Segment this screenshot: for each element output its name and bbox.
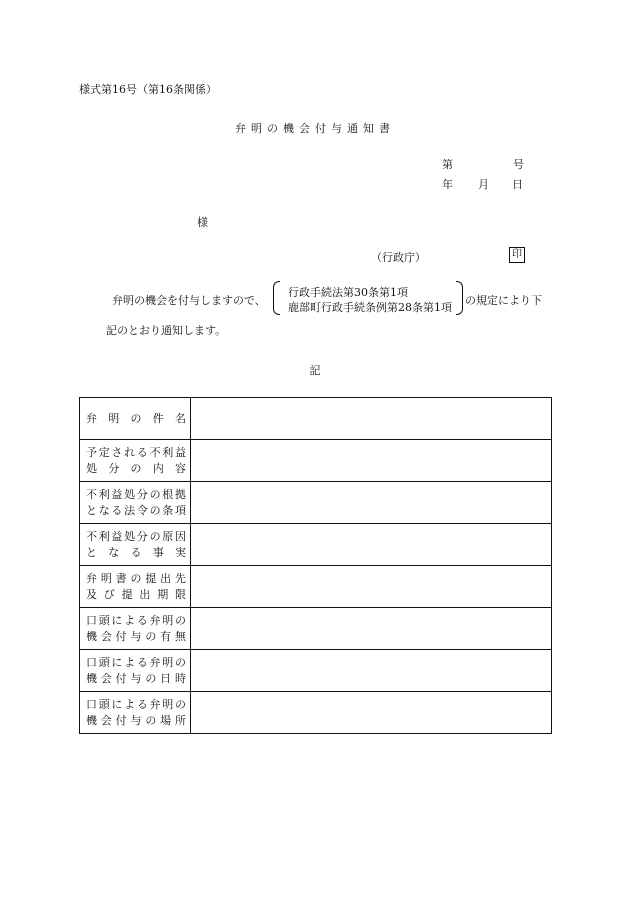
row-label-text: 弁明書の提出先: [86, 571, 186, 585]
ki-heading: 記: [309, 364, 321, 377]
law-reference-1: 行政手続法第30条第1項: [288, 286, 408, 299]
left-bracket: [273, 281, 280, 315]
row-label-cell: [80, 482, 191, 524]
table-row: [80, 440, 552, 482]
notice-items-table: [79, 397, 552, 734]
row-label-text: となる事実: [86, 545, 186, 559]
law-reference-brace: [273, 281, 463, 315]
row-label-text: 機会付与の場所: [86, 713, 186, 727]
table-row: [80, 524, 552, 566]
row-label-text: 処分の内容: [86, 461, 186, 475]
row-label-text: 口頭による弁明の: [86, 613, 186, 627]
row-value-cell[interactable]: [191, 692, 552, 734]
row-label-text: 不利益処分の原因: [86, 529, 186, 543]
row-value-cell[interactable]: [191, 524, 552, 566]
row-label-cell: [80, 608, 191, 650]
document-title: 弁明の機会付与通知書: [235, 122, 395, 135]
seal-box: 印: [509, 247, 525, 263]
row-label-text: 口頭による弁明の: [86, 655, 186, 669]
row-label-cell: [80, 566, 191, 608]
row-value-cell[interactable]: [191, 566, 552, 608]
body-text-suffix: の規定により下: [465, 294, 542, 307]
form-number: 様式第16号（第16条関係）: [79, 83, 217, 96]
row-label-text: となる法令の条項: [86, 503, 186, 517]
row-label-cell: [80, 692, 191, 734]
row-label-cell: [80, 398, 191, 440]
row-label-cell: [80, 440, 191, 482]
row-label-text: 不利益処分の根拠: [86, 487, 186, 501]
table-row: [80, 650, 552, 692]
addressee-suffix: 様: [197, 216, 208, 229]
row-label-text: 機会付与の有無: [86, 629, 186, 643]
date-month-label: 月: [478, 178, 489, 191]
row-label-text: 機会付与の日時: [86, 671, 186, 685]
table-row: [80, 566, 552, 608]
date-day-label: 日: [512, 178, 523, 191]
row-label-text: 及び提出期限: [86, 587, 186, 601]
issuer-label: （行政庁）: [371, 251, 426, 264]
row-value-cell[interactable]: [191, 398, 552, 440]
row-value-cell[interactable]: [191, 482, 552, 524]
date-year-label: 年: [442, 178, 453, 191]
number-dai-label: 第: [442, 158, 453, 171]
table-row: [80, 692, 552, 734]
table-row: [80, 482, 552, 524]
body-text-line2: 記のとおり通知します。: [106, 324, 227, 337]
row-label-cell: [80, 524, 191, 566]
law-reference-2: 鹿部町行政手続条例第28条第1項: [288, 301, 452, 314]
row-label-cell: [80, 650, 191, 692]
row-label-text: 弁明の件名: [86, 411, 186, 425]
row-label-text: 予定される不利益: [86, 445, 186, 459]
body-text-prefix: 弁明の機会を付与しますので、: [112, 294, 266, 307]
table-row: [80, 398, 552, 440]
row-value-cell[interactable]: [191, 608, 552, 650]
right-bracket: [456, 281, 463, 315]
row-label-text: 口頭による弁明の: [86, 697, 186, 711]
row-value-cell[interactable]: [191, 440, 552, 482]
row-value-cell[interactable]: [191, 650, 552, 692]
number-go-label: 号: [513, 158, 524, 171]
table-row: [80, 608, 552, 650]
